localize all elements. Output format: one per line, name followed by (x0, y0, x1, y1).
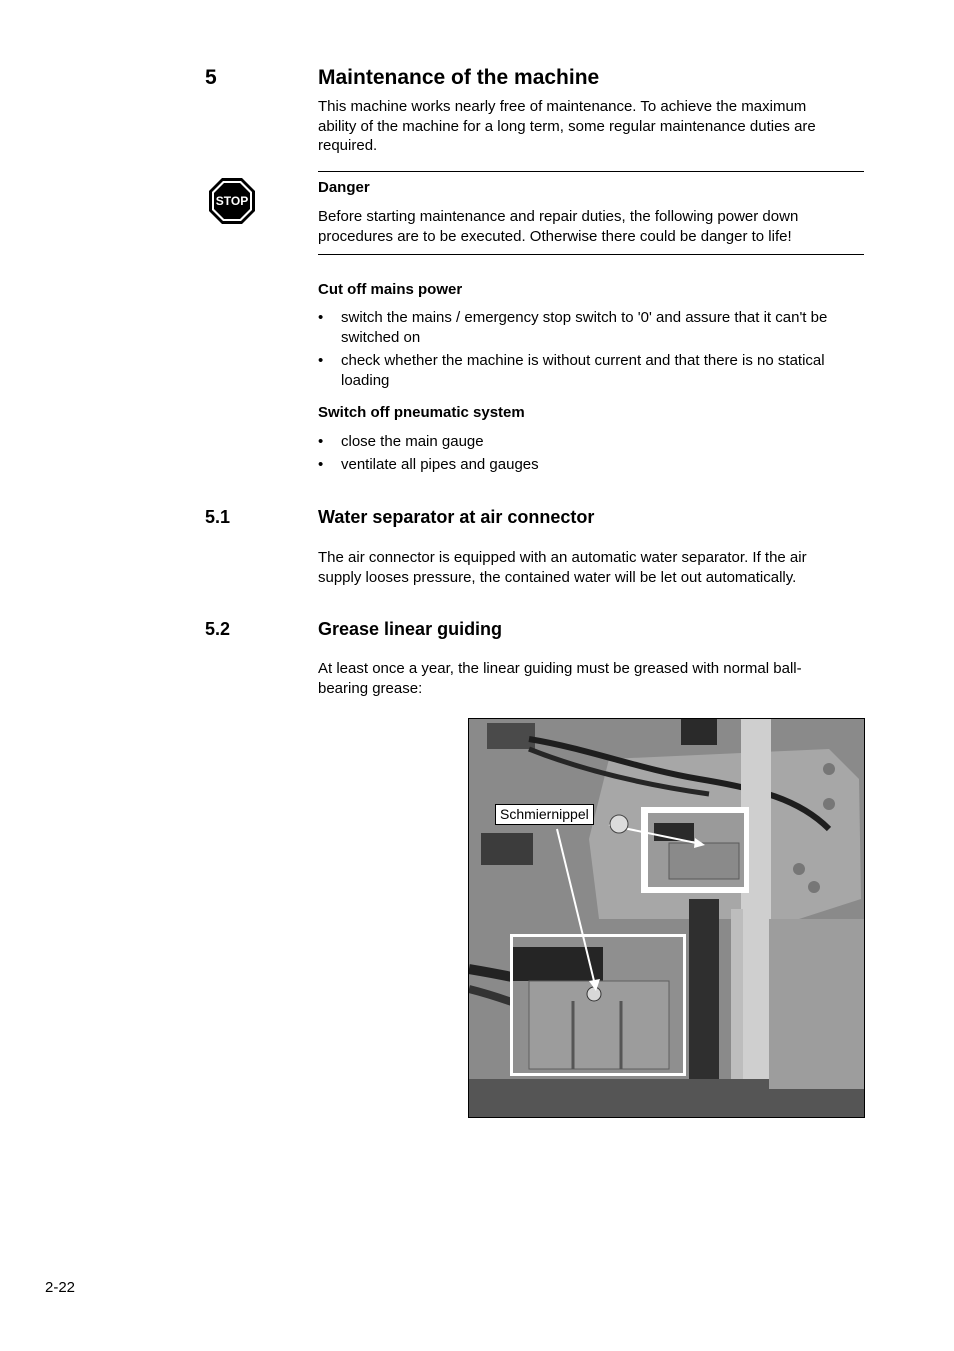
danger-line: procedures are to be executed. Otherwise there could be danger to life! (318, 227, 792, 245)
intro-line: required. (318, 137, 378, 154)
section-title: Maintenance of the machine (318, 66, 600, 89)
list-item-line: switch the mains / emergency stop switch to '0' and assure that it can't be (341, 309, 828, 326)
list-item-line: switched on (341, 328, 421, 346)
stop-sign-icon (208, 177, 256, 225)
danger-bottom-rule (318, 254, 864, 255)
subsection-number: 5.2 (205, 619, 231, 639)
bullet-icon: • (318, 433, 324, 450)
danger-top-rule (318, 171, 864, 172)
list-item-line: ventilate all pipes and gauges (341, 456, 539, 473)
text-line: supply looses pressure, the contained water will be let out automatically. (318, 568, 797, 586)
pneumatic-title: Switch off pneumatic system (318, 404, 525, 421)
cut-off-title: Cut off mains power (318, 281, 463, 298)
figure-callout-label: Schmiernippel (495, 804, 594, 825)
list-item (318, 432, 864, 452)
list-item-line: close the main gauge (341, 433, 484, 450)
list-item (318, 351, 864, 390)
bullet-icon: • (318, 309, 324, 326)
subsection-text (318, 548, 864, 587)
danger-line: Before starting maintenance and repair duties, the following power down (318, 208, 799, 225)
subsection-text (318, 659, 864, 698)
text-line: At least once a year, the linear guiding must be greased with normal ball- (318, 660, 802, 677)
list-item-line: check whether the machine is without current and that there is no statical (341, 352, 825, 369)
text-line: The air connector is equipped with an automatic water separator. If the air (318, 549, 807, 566)
section-intro (318, 97, 864, 156)
bullet-icon: • (318, 352, 324, 369)
list-item (318, 308, 864, 347)
intro-line: This machine works nearly free of maintenance. To achieve the maximum (318, 98, 807, 115)
danger-title: Danger (318, 179, 370, 196)
subsection-number: 5.1 (205, 507, 231, 527)
text-line: bearing grease: (318, 679, 423, 697)
bullet-icon: • (318, 456, 324, 473)
stop-sign-text: STOP (215, 194, 249, 208)
intro-line: ability of the machine for a long term, some regular maintenance duties are (318, 117, 816, 135)
list-item (318, 455, 864, 475)
machine-photo (468, 718, 865, 1118)
subsection-title: Water separator at air connector (318, 507, 595, 527)
section-number: 5 (205, 66, 217, 89)
subsection-title: Grease linear guiding (318, 619, 503, 639)
page-number: 2-22 (45, 1279, 76, 1296)
list-item-line: loading (341, 371, 390, 389)
danger-text (318, 207, 864, 246)
